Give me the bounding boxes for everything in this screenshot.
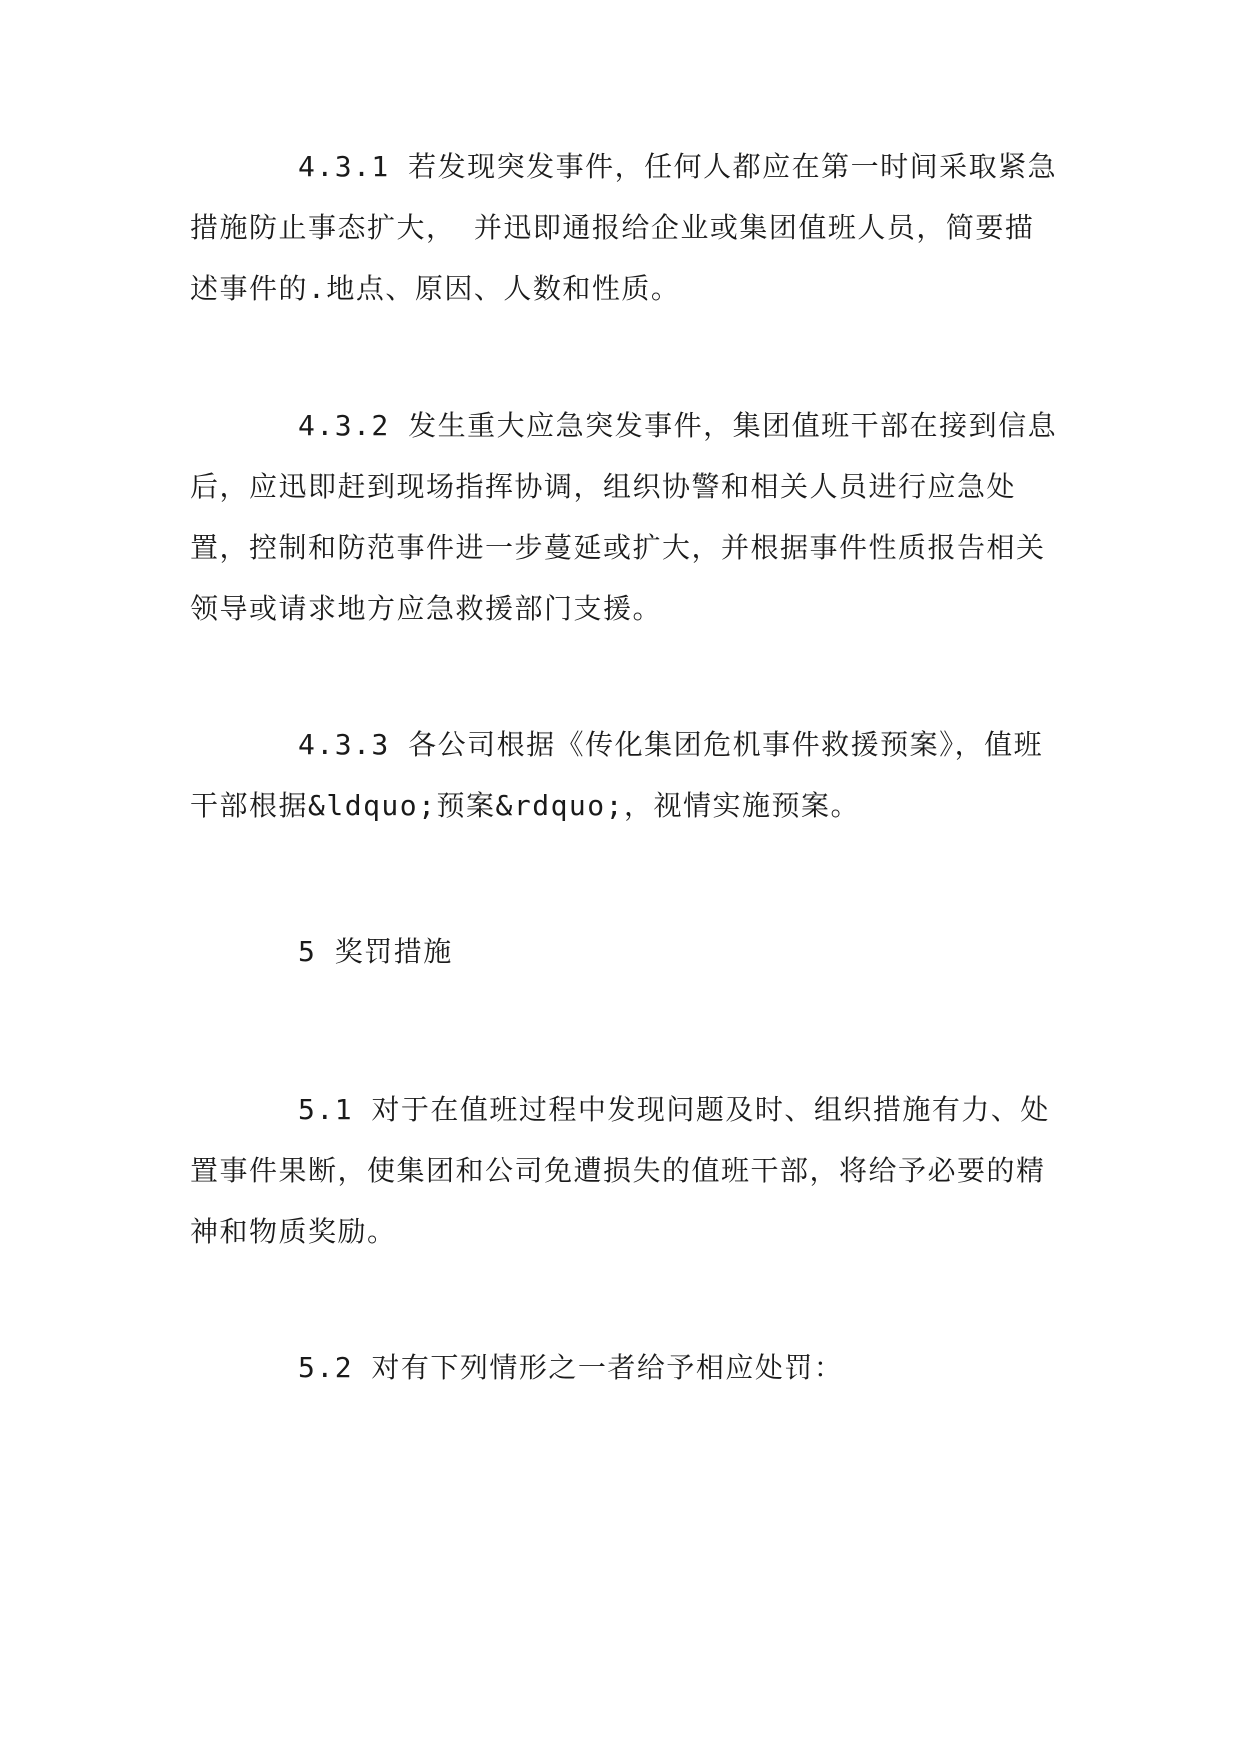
paragraph-4-3-3: 4.3.3 各公司根据《传化集团危机事件救援预案》，值班干部根据&ldquo;预案&rdquo;，视情实施预案。 bbox=[190, 728, 1044, 822]
paragraph-5-1: 5.1 对于在值班过程中发现问题及时、组织措施有力、处置事件果断，使集团和公司免遭损失的值班干部，将给予必要的精神和物质奖励。 bbox=[190, 1093, 1050, 1248]
paragraph-4-3-2: 4.3.2 发生重大应急突发事件，集团值班干部在接到信息后，应迅即赶到现场指挥协调，组织协警和相关人员进行应急处置，控制和防范事件进一步蔓延或扩大，并根据事件性质报告相关领导或请求地方应急救援部门支援。 bbox=[190, 409, 1058, 625]
section-heading-5: 5 奖罚措施 bbox=[298, 935, 453, 968]
paragraph-4-3-1: 4.3.1 若发现突发事件，任何人都应在第一时间采取紧急措施防止事态扩大， 并迅即通报给企业或集团值班人员，简要描述事件的.地点、原因、人数和性质。 bbox=[190, 150, 1058, 305]
paragraph-5-2: 5.2 对有下列情形之一者给予相应处罚： bbox=[298, 1351, 844, 1384]
